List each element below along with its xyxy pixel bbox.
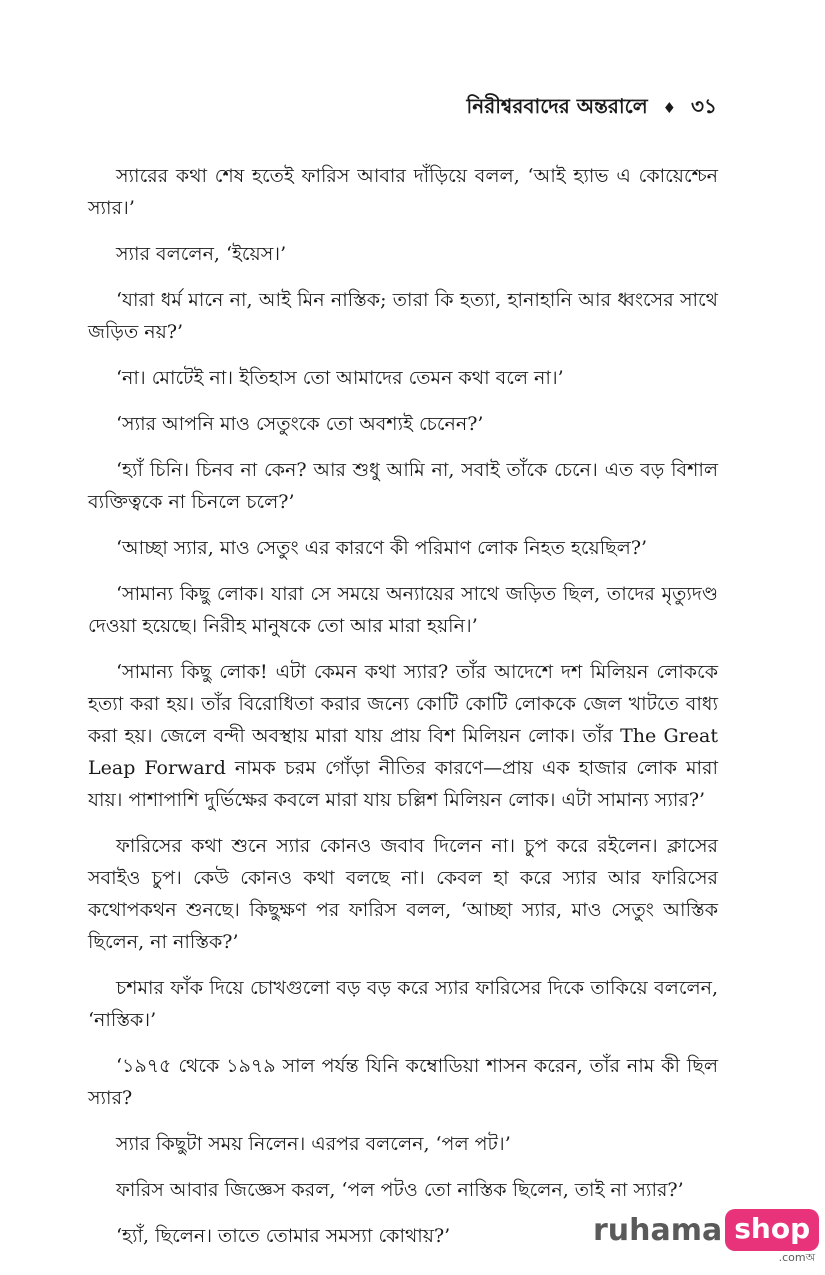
paragraph: ফারিসের কথা শুনে স্যার কোনও জবাব দিলেন না। চুপ করে রইলেন। ক্লাসের সবাইও চুপ। কেউ কোনও কথা বলছে না। কেবল হা করে স্যার আর ফারিসের কথোপকথন শুনছে। কিছুক্ষণ পর ফারিস বলল, ‘আচ্ছা স্যার, মাও সেতুং আস্তিক ছিলেন, না নাস্তিক?’: [88, 835, 718, 953]
page-body: [88, 160, 718, 1266]
paragraph: ‘স্যার আপনি মাও সেতুংকে তো অবশ্যই চেনেন?’: [116, 413, 484, 435]
running-header: [467, 92, 717, 125]
diamond-separator-icon: ♦: [662, 99, 677, 117]
paragraph: স্যারের কথা শেষ হতেই ফারিস আবার দাঁড়িয়ে বলল, ‘আই হ্যাভ এ কোয়েশ্চেন স্যার।’: [88, 165, 718, 219]
paragraph: ‘হ্যাঁ, ছিলেন। তাতে তোমার সমস্যা কোথায়?’: [116, 1225, 451, 1247]
book-title: নিরীশ্বরবাদের অন্তরালে: [466, 94, 648, 118]
paragraph: ‘আচ্ছা স্যার, মাও সেতুং এর কারণে কী পরিমাণ লোক নিহত হয়েছিল?’: [116, 537, 648, 559]
paragraph: ফারিস আবার জিজ্ঞেস করল, ‘পল পটও তো নাস্তিক ছিলেন, তাই না স্যার?’: [116, 1179, 684, 1201]
paragraph: ‘১৯৭৫ থেকে ১৯৭৯ সাল পর্যন্ত যিনি কম্বোডিয়া শাসন করেন, তাঁর নাম কী ছিল স্যার?: [88, 1055, 718, 1109]
paragraph: ‘না। মোটেই না। ইতিহাস তো আমাদের তেমন কথা বলে না।’: [116, 367, 564, 389]
watermark-suffix: .comঅ: [778, 1251, 816, 1264]
watermark-word: ruhama: [593, 1213, 723, 1248]
page-number: ৩১: [691, 94, 717, 118]
paragraph: স্যার কিছুটা সময় নিলেন। এরপর বললেন, ‘পল পট।’: [116, 1133, 511, 1155]
paragraph: ‘সামান্য কিছু লোক। যারা সে সময়ে অন্যায়ের সাথে জড়িত ছিল, তাদের মৃত্যুদণ্ড দেওয়া হয়েছে। নিরীহ মানুষকে তো আর মারা হয়নি।’: [88, 583, 718, 637]
paragraph: ‘সামান্য কিছু লোক! এটা কেমন কথা স্যার? তাঁর আদেশে দশ মিলিয়ন লোককে হত্যা করা হয়। তাঁর বিরোধিতা করার জন্যে কোটি কোটি লোককে জেল খাটতে বাধ্য করা হয়। জেলে বন্দী অবস্থায় মারা যায় প্রায় বিশ মিলিয়ন লোক। তাঁর The Great Leap Forward নামক চরম গোঁড়া নীতির কারণে—প্রায় এক হাজার লোক মারা যায়। পাশাপাশি দুর্ভিক্ষের কবলে মারা যায় চল্লিশ মিলিয়ন লোক। এটা সামান্য স্যার?’: [88, 661, 718, 811]
paragraph: স্যার বললেন, ‘ইয়েস।’: [116, 243, 287, 265]
paragraph: ‘যারা ধর্ম মানে না, আই মিন নাস্তিক; তারা কি হত্যা, হানাহানি আর ধ্বংসের সাথে জড়িত নয়?’: [88, 289, 718, 343]
watermark-badge: shop: [725, 1209, 819, 1251]
paragraph: ‘হ্যাঁ চিনি। চিনব না কেন? আর শুধু আমি না, সবাই তাঁকে চেনে। এত বড় বিশাল ব্যক্তিত্বকে না চিনলে চলে?’: [88, 459, 718, 513]
paragraph: চশমার ফাঁক দিয়ে চোখগুলো বড় বড় করে স্যার ফারিসের দিকে তাকিয়ে বললেন, ‘নাস্তিক।’: [88, 977, 718, 1031]
ruhamashop-watermark-logo: [593, 1209, 819, 1264]
watermark-badge-box: [725, 1209, 819, 1264]
